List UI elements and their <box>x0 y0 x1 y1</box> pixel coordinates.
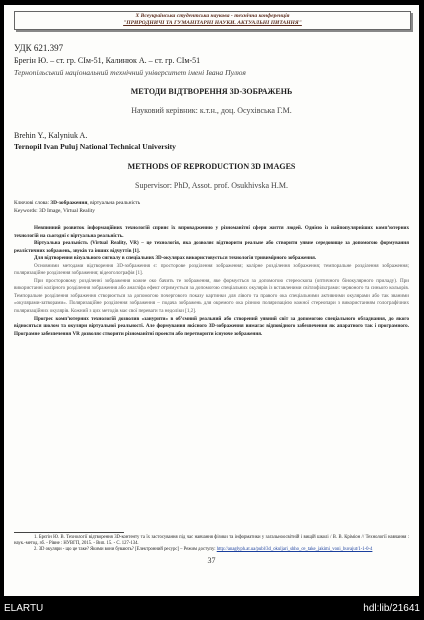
conference-header-line2: "ПРИРОДНИЧІ ТА ГУМАНІТАРНІ НАУКИ. АКТУАЛЬНІ ПИТАННЯ" <box>123 20 302 26</box>
footnote-link[interactable]: http://anaglyph.at.ua/publ/3d_okuljari_shho_ce_take_jakimi_voni_buvajut/1-1-0-4 <box>216 547 373 553</box>
footnote-2-text: 2. 3D окуляри - що це таке? Якими вони бувають? [Електронний ресурс] – Режим доступу: <box>34 547 216 553</box>
footnote-2 <box>14 547 409 553</box>
keywords-ua-label: Ключові слова: <box>14 200 51 206</box>
keywords-ua-bold: 3D-зображення <box>50 200 88 206</box>
paragraph-5: При просторовому розділенні зображення кожне око бачить те зображення, яке формується за допомогою стереоскопа (оптичного бінокулярного приладу). При використанні колірного розділення зображення або анагліфа ефект отримується за допомогою спеціальних окулярів із вставленими світлофільтрами: червоного та синього кольорів. Темпоральне розділення зображення створюється за допомогою почергового показу картинки для лівого та правого ока спеціальними активними окулярами або так званими «окулярами-затворами». Поляризаційне розділення зображення – подача зображень для окремого ока різною поляризацією кожної стереопари з використанням голографічних поляризаційних окулярів. Кожний з цих методів має свої переваги та недоліки [1,2]. <box>14 277 409 315</box>
supervisor-en: Supervisor: PhD, Assot. prof. Osukhivska H.M. <box>135 181 288 190</box>
affiliation-en: Ternopil Ivan Puluj National Technical University <box>14 142 176 151</box>
keywords-ua <box>14 200 140 208</box>
authors-ua: Брегін Ю. – ст. гр. СІм-51, Калинюк А. – ст. гр. СІм-51 <box>14 56 201 65</box>
keywords-en <box>14 208 95 216</box>
keywords-en-bold: 3D <box>39 208 46 214</box>
keywords-ua-rest: , віртуальна реальність <box>87 200 141 206</box>
footnote-separator <box>14 532 124 533</box>
handle-identifier: hdl:lib/21641 <box>363 603 420 614</box>
paragraph-4: Основними методами відтворення 3D-зображення є: просторове розділення зображення; колірне розділення зображення; темпоральне розділення зображення; поляризаційне розділення зображення; відеоголографія [1]. <box>14 262 409 277</box>
repository-label: ELARTU <box>4 603 44 614</box>
paragraph-3: Для відтворення візуального сигналу в спеціальних 3D-окулярах використовується технологія тривимірного зображення. <box>34 255 317 262</box>
affiliation-ua: Тернопільський національний технічний університет імені Івана Пулюя <box>14 68 246 77</box>
supervisor-ua: Науковий керівник: к.т.н., доц. Осухівська Г.М. <box>131 106 292 115</box>
keywords-en-label: Keywords: <box>14 208 40 214</box>
paper-page <box>4 5 419 596</box>
title-ua: МЕТОДИ ВІДТВОРЕННЯ 3D-ЗОБРАЖЕНЬ <box>130 87 293 96</box>
footnotes <box>14 535 409 554</box>
body-text <box>14 225 409 338</box>
udc-code: УДК 621.397 <box>14 43 64 53</box>
authors-en: Brehin Y., Kalyniuk A. <box>14 131 88 140</box>
footnote-1: 1. Брєгін Ю. В. Технології відтворення 3D-контенту та їх застосування під час навчання фізики та інформатики у загальноосвітній і вищій школі / В. В. Кріміон // Технології навчання : наук.-метод. зб. - Рівне : НУВГП, 2015. - Вип. 15. - С. 127-134. <box>14 535 409 547</box>
conference-header <box>14 11 411 30</box>
paragraph-6: Прогрес комп’ютерних технологій дозволив «занурити» в об’ємний реальний або створений уявний світ за допомогою спеціального обладнання, до якого відносяться шолом та окуляри віртуальної реальності. Але формування якісного 3D-зображення вимагає відповідного забезпечення як апаратного так і програмного. Програмне забезпечення VR дозволяє створити різноманітні проекти або перетворити існуюче зображення. <box>14 315 409 337</box>
title-en: METHODS OF REPRODUCTION 3D IMAGES <box>127 162 296 171</box>
paragraph-2: Віртуальна реальність (Virtual Reality, VR) – це технологія, яка дозволяє відтворити реальне або створити уявне середовище за допомогою формування реалістичних зображень, звуків та інших відчуттів [1]. <box>14 240 409 254</box>
paragraph-1: Невпинний розвиток інформаційних технологій сприяє їх впровадженню у різноманітні сфери життя людей. Однією із найпопулярніших комп’ютерних технологій на сьогодні є віртуальна реальність. <box>14 225 409 239</box>
keywords-en-rest: Image, Virtual Reality <box>45 208 95 214</box>
conference-header-line1: Х Всеукраїнська студентська наукова - технічна конференція <box>135 13 290 19</box>
page-number: 37 <box>207 556 216 565</box>
